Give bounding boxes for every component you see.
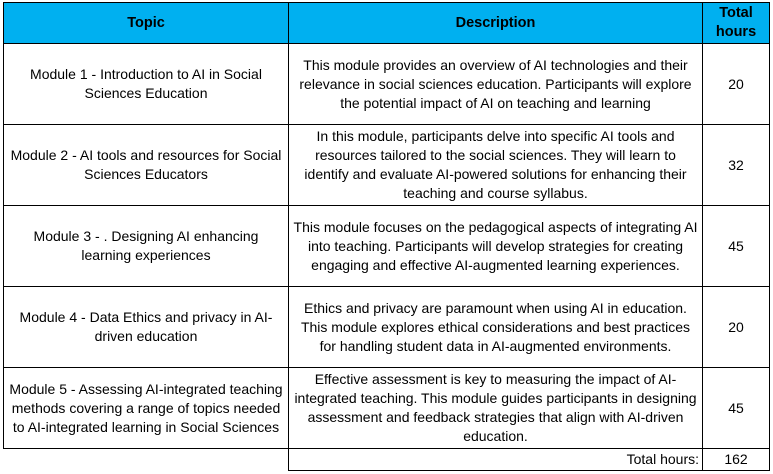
- total-row-spacer: [4, 449, 289, 471]
- module-hours: 45: [703, 206, 770, 287]
- module-description: This module provides an overview of AI technologies and their relevance in social sciences education. Participants will explore the potential impact of AI on teaching and learning: [289, 44, 703, 125]
- module-topic: Module 2 - AI tools and resources for Social Sciences Educators: [4, 125, 289, 206]
- module-description: This module focuses on the pedagogical aspects of integrating AI into teaching. Participants will develop strategies for creating engaging and effective AI-augmented learning experiences.: [289, 206, 703, 287]
- module-description: Ethics and privacy are paramount when using AI in education. This module explores ethical considerations and best practices for handling student data in AI-augmented environments.: [289, 287, 703, 368]
- module-hours: 45: [703, 368, 770, 449]
- total-row: [4, 449, 770, 471]
- table-row: [4, 206, 770, 287]
- table-row: [4, 44, 770, 125]
- table-row: [4, 287, 770, 368]
- module-topic: Module 3 - . Designing AI enhancing learning experiences: [4, 206, 289, 287]
- module-hours: 20: [703, 287, 770, 368]
- header-description: Description: [289, 3, 703, 44]
- header-total-hours: Total hours: [703, 3, 770, 44]
- table-header-row: [4, 3, 770, 44]
- module-topic: Module 4 - Data Ethics and privacy in AI-driven education: [4, 287, 289, 368]
- module-hours: 20: [703, 44, 770, 125]
- module-hours: 32: [703, 125, 770, 206]
- course-table-container: [3, 2, 770, 471]
- table-row: [4, 125, 770, 206]
- total-hours-value: 162: [703, 449, 770, 471]
- module-topic: Module 1 - Introduction to AI in Social Sciences Education: [4, 44, 289, 125]
- table-row: [4, 368, 770, 449]
- module-description: In this module, participants delve into specific AI tools and resources tailored to the social sciences. They will learn to identify and evaluate AI-powered solutions for enhancing their teaching and course syllabus.: [289, 125, 703, 206]
- total-hours-label: Total hours:: [289, 449, 703, 471]
- module-description: Effective assessment is key to measuring the impact of AI-integrated teaching. This module guides participants in designing assessment and feedback strategies that align with AI-driven education.: [289, 368, 703, 449]
- header-topic: Topic: [4, 3, 289, 44]
- course-modules-table: [3, 2, 770, 471]
- module-topic: Module 5 - Assessing AI-integrated teaching methods covering a range of topics needed to AI-integrated learning in Social Sciences: [4, 368, 289, 449]
